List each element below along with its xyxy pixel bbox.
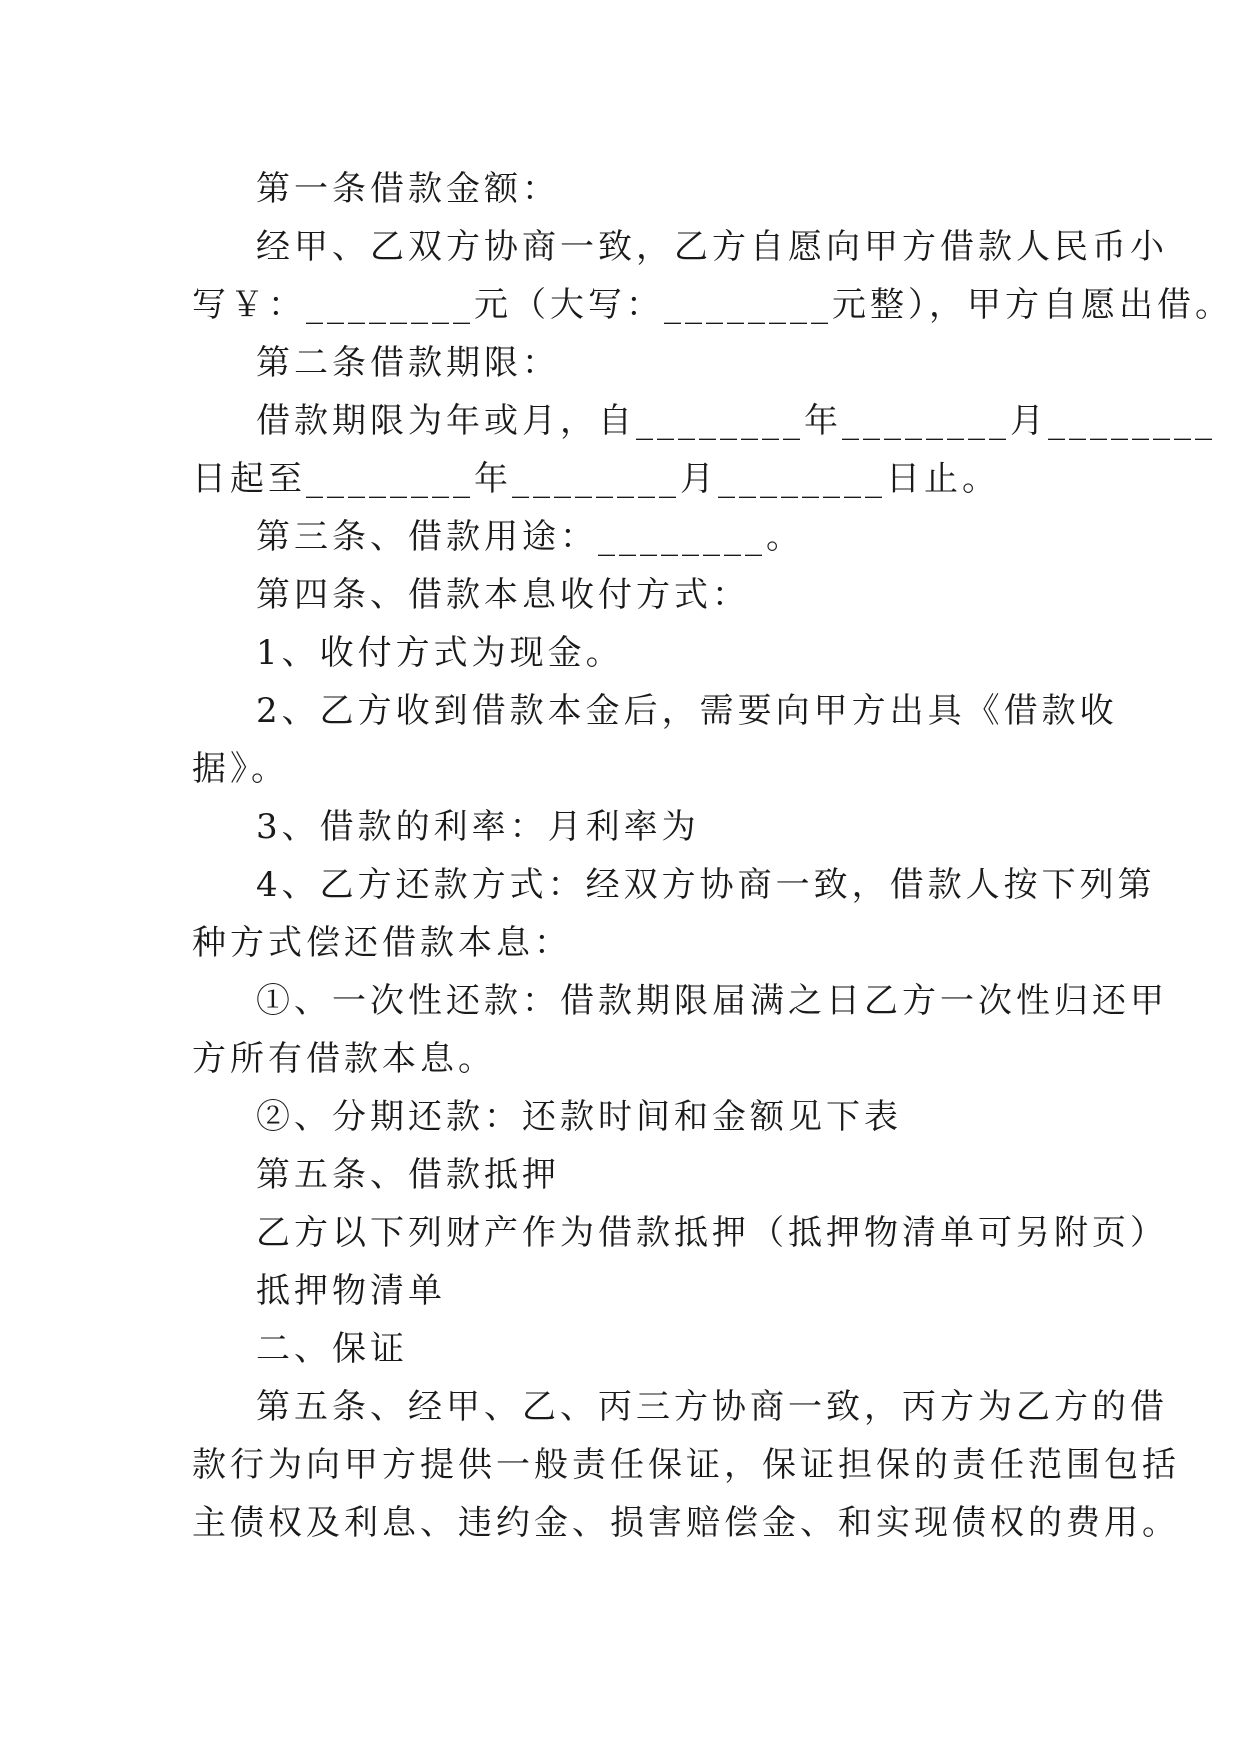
paragraph-line: 主债权及利息、违约金、损害赔偿金、和实现债权的费用。 <box>192 1503 1180 1543</box>
list-item: ②、分期还款：还款时间和金额见下表 <box>256 1097 902 1137</box>
paragraph-line: 方所有借款本息。 <box>192 1039 496 1079</box>
collateral-list-heading: 抵押物清单 <box>256 1271 446 1311</box>
article-4-heading: 第四条、借款本息收付方式： <box>256 575 750 615</box>
paragraph-line: 第五条、经甲、乙、丙三方协商一致，丙方为乙方的借 <box>256 1387 1168 1427</box>
list-item: 1、收付方式为现金。 <box>256 633 624 673</box>
article-3-heading: 第三条、借款用途：________。 <box>256 517 804 557</box>
article-1-heading: 第一条借款金额： <box>256 169 560 209</box>
paragraph-line: 借款期限为年或月，自________年________月________ <box>256 401 1216 441</box>
paragraph-line: 乙方以下列财产作为借款抵押（抵押物清单可另附页） <box>256 1213 1168 1253</box>
article-2-heading: 第二条借款期限： <box>256 343 560 383</box>
list-item: 3、借款的利率：月利率为 <box>256 807 700 847</box>
list-item: 4、乙方还款方式：经双方协商一致，借款人按下列第 <box>256 865 1156 905</box>
paragraph-line: 日起至________年________月________日止。 <box>192 459 1000 499</box>
section-heading: 二、保证 <box>256 1329 408 1369</box>
paragraph-line: 写￥：________元（大写：________元整），甲方自愿出借。 <box>192 285 1233 325</box>
paragraph-line: 款行为向甲方提供一般责任保证，保证担保的责任范围包括 <box>192 1445 1180 1485</box>
paragraph-line: 据》。 <box>192 749 289 789</box>
list-item: 2、乙方收到借款本金后，需要向甲方出具《借款收 <box>256 691 1118 731</box>
list-item: ①、一次性还款：借款期限届满之日乙方一次性归还甲 <box>256 981 1168 1021</box>
paragraph-line: 种方式偿还借款本息： <box>192 923 572 963</box>
article-5-heading: 第五条、借款抵押 <box>256 1155 560 1195</box>
document-body <box>192 160 1233 1552</box>
paragraph-line: 经甲、乙双方协商一致，乙方自愿向甲方借款人民币小 <box>256 227 1168 267</box>
